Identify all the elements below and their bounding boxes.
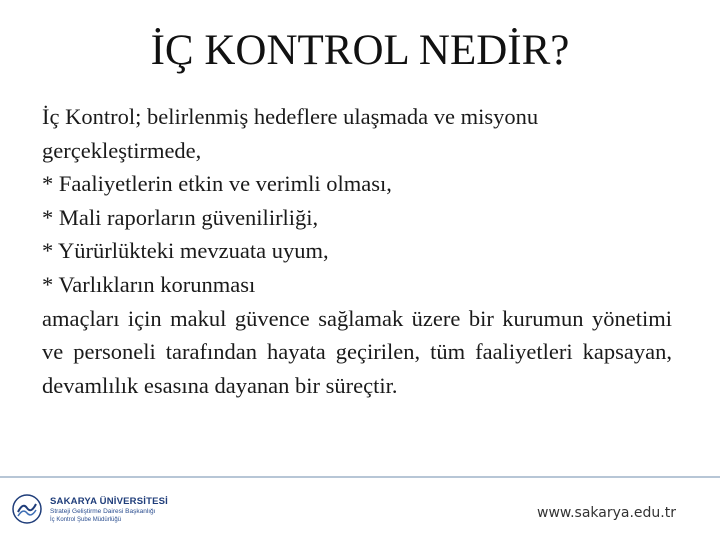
intro-rest: belirlenmiş hedeflere ulaşmada ve misyonu gerçekleştirmede, <box>42 104 539 163</box>
footer-url: www.sakarya.edu.tr <box>537 505 676 521</box>
bullet-item: * Mali raporların güvenilirliği, <box>42 204 319 230</box>
intro-term: İç Kontrol; <box>42 104 142 129</box>
university-logo <box>12 492 182 532</box>
slide-body <box>42 100 672 402</box>
slide-title: İÇ KONTROL NEDİR? <box>150 27 570 74</box>
logo-university-name: SAKARYA ÜNİVERSİTESİ <box>50 496 169 507</box>
sakarya-university-logo-icon <box>12 494 42 524</box>
footer-divider <box>0 476 720 478</box>
bullet-item: * Varlıkların korunması <box>42 271 256 297</box>
bullet-item: * Yürürlükteki mevzuata uyum, <box>42 238 329 264</box>
closing-paragraph: amaçları için makul güvence sağlamak üzere bir kurumun yönetimi ve personeli tarafından hayata geçirilen, tüm faaliyetleri kapsayan, devamlılık esasına dayanan bir süreçtir. <box>42 305 672 398</box>
bullet-item: * Faaliyetlerin etkin ve verimli olması, <box>42 171 392 197</box>
logo-subunit-name: İç Kontrol Şube Müdürlüğü <box>50 517 122 523</box>
logo-unit-name: Strateji Geliştirme Dairesi Başkanlığı <box>50 508 156 515</box>
intro-paragraph <box>42 100 672 167</box>
